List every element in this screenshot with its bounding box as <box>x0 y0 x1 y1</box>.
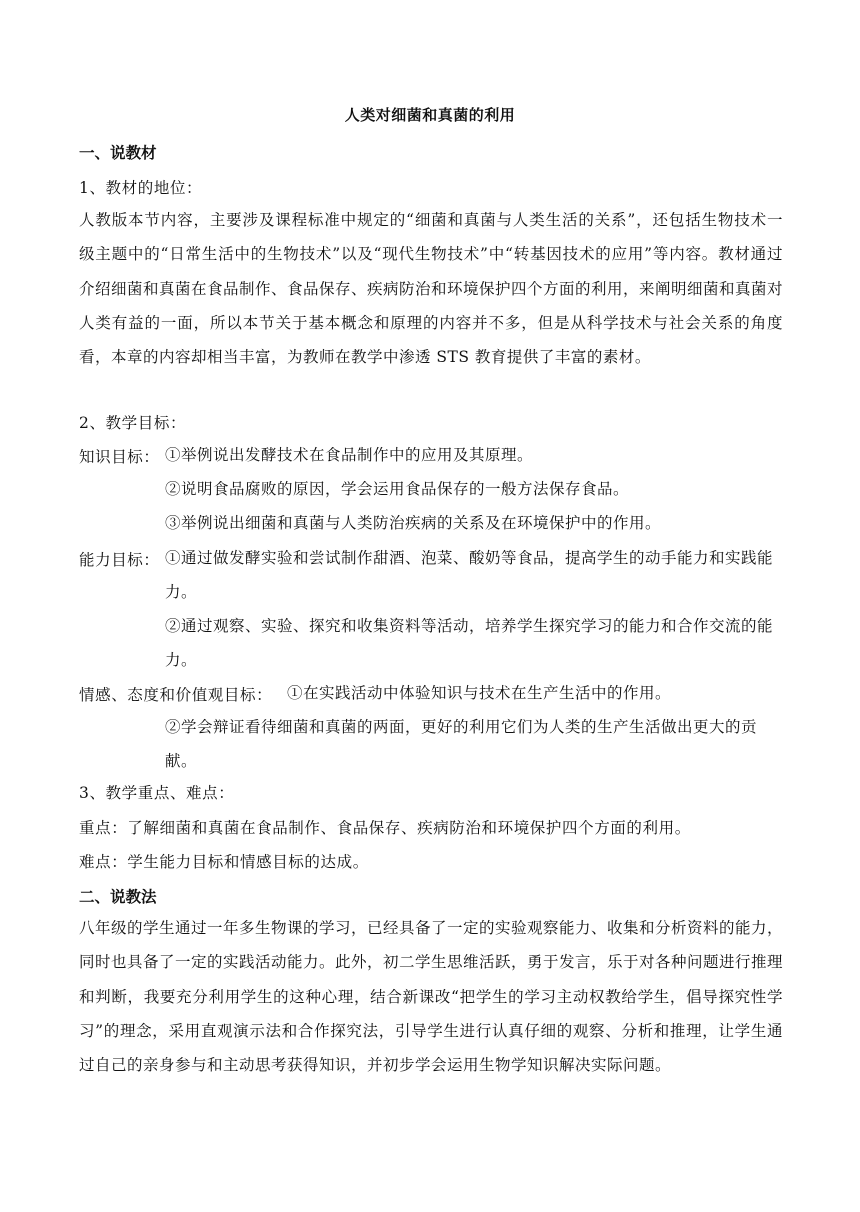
paragraph-textbook-position: 人教版本节内容，主要涉及课程标准中规定的“细菌和真菌与人类生活的关系”，还包括生物技术一级主题中的“日常生活中的生物技术”以及“现代生物技术”中“转基因技术的应用”等内容。教材通过介绍细菌和真菌在食品制作、食品保存、疾病防治和环境保护四个方面的利用，来阐明细菌和真菌对人类有益的一面，所以本节关于基本概念和原理的内容并不多，但是从科学技术与社会关系的角度看，本章的内容却相当丰富，为教师在教学中渗透 STS 教育提供了丰富的素材。 <box>79 211 784 367</box>
subheading-key-difficult-points: 3、教学重点、难点： <box>79 784 235 802</box>
emotion-goal-item: ①在实践活动中体验知识与技术在生产生活中的作用。 <box>287 684 672 702</box>
knowledge-goals-label: 知识目标： <box>79 448 160 466</box>
section-heading-textbook: 一、说教材 <box>79 144 157 162</box>
ability-goals-label: 能力目标： <box>79 551 160 569</box>
emotion-goals-label: 情感、态度和价值观目标： <box>79 686 273 704</box>
emotion-goal-item: ②学会辩证看待细菌和真菌的两面，更好的利用它们为人类的生产生活做出更大的贡献。 <box>165 718 758 771</box>
knowledge-goal-item: ②说明食品腐败的原因，学会运用食品保存的一般方法保存食品。 <box>165 480 630 498</box>
knowledge-goal-item: ③举例说出细菌和真菌与人类防治疾病的关系及在环境保护中的作用。 <box>165 514 662 532</box>
difficult-point: 难点：学生能力目标和情感目标的达成。 <box>79 853 369 871</box>
paragraph-teaching-method: 八年级的学生通过一年多生物课的学习，已经具备了一定的实验观察能力、收集和分析资料的能力，同时也具备了一定的实践活动能力。此外，初二学生思维活跃，勇于发言，乐于对各种问题进行推理和判断，我要充分利用学生的这种心理，结合新课改“把学生的学习主动权教给学生，倡导探究性学习”的理念，采用直观演示法和合作探究法，引导学生进行认真仔细的观察、分析和推理，让学生通过自己的亲身参与和主动思考获得知识，并初步学会运用生物学知识解决实际问题。 <box>79 919 784 1075</box>
key-point: 重点：了解细菌和真菌在食品制作、食品保存、疾病防治和环境保护四个方面的利用。 <box>79 819 691 837</box>
section-heading-teaching-method: 二、说教法 <box>79 888 157 906</box>
ability-goal-item: ①通过做发酵实验和尝试制作甜酒、泡菜、酸奶等食品，提高学生的动手能力和实践能力。 <box>165 549 774 602</box>
subheading-textbook-position: 1、教材的地位： <box>79 179 203 197</box>
ability-goal-item: ②通过观察、实验、探究和收集资料等活动，培养学生探究学习的能力和合作交流的能力。 <box>165 617 774 670</box>
knowledge-goal-item: ①举例说出发酵技术在食品制作中的应用及其原理。 <box>165 446 534 464</box>
document-title: 人类对细菌和真菌的利用 <box>344 106 516 124</box>
subheading-teaching-goals: 2、教学目标： <box>79 414 187 432</box>
